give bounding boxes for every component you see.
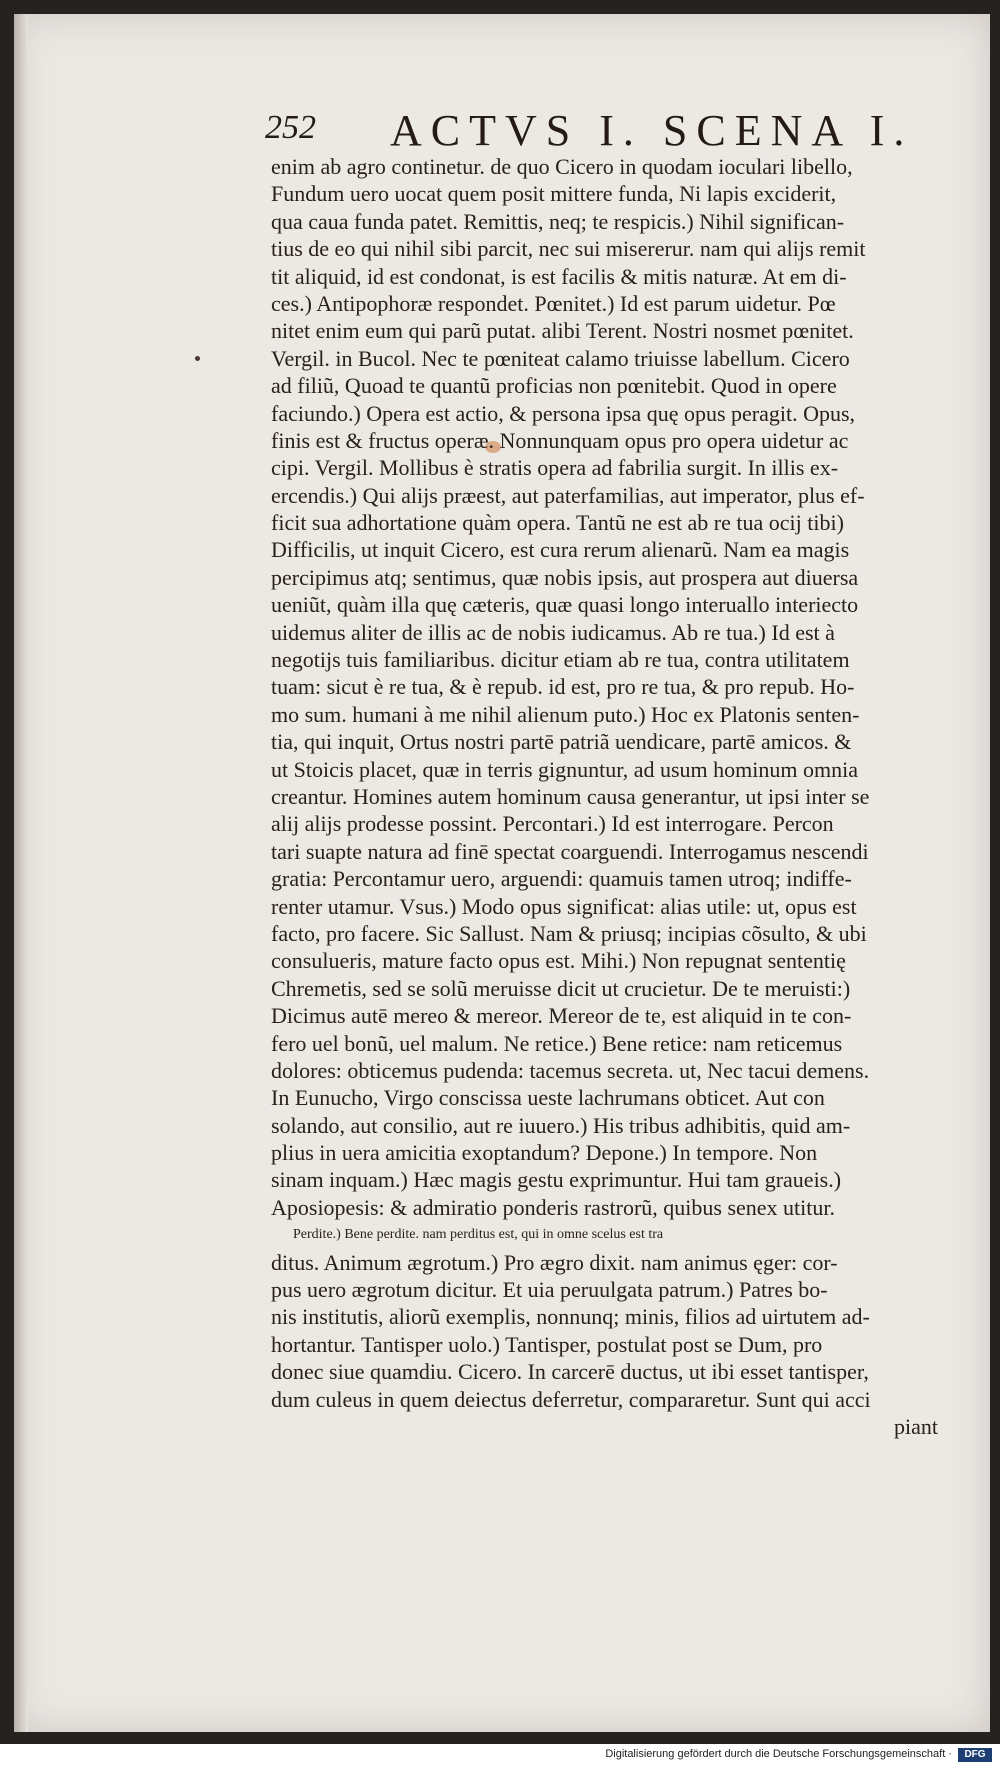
text-line: qua caua funda patet. Remittis, neq; te respicis.) Nihil significan- [271,208,845,234]
text-line: solando, aut consilio, aut re iuuero.) His tribus adhibitis, quid am- [271,1112,851,1138]
text-line: tari suapte natura ad finē spectat coarguendi. Interrogamus nescendi [271,838,869,864]
running-head [265,105,965,155]
text-line: ercendis.) Qui alijs præest, aut paterfamilias, aut imperator, plus ef- [271,482,865,508]
text-line: alij alijs prodesse possint. Percontari.) Id est interrogare. Percon [271,811,834,837]
page-number: 252 [265,109,316,146]
text-line: gratia: Percontamur uero, arguendi: quamuis tamen utroq; indiffe- [271,866,852,892]
text-line: mo sum. humani à me nihil alienum puto.) Hoc ex Platonis senten- [271,701,860,727]
text-line: faciundo.) Opera est actio, & persona ipsa quę opus peragit. Opus, [271,400,856,426]
text-line: piant [894,1413,938,1439]
text-line: fero uel bonũ, uel malum. Ne retice.) Bene retice: nam reticemus [271,1030,843,1056]
text-line: Fundum uero uocat quem posit mittere funda, Ni lapis exciderit, [271,181,837,207]
text-line: Dicimus autē mereo & mereor. Mereor de te, est aliquid in te con- [271,1003,852,1029]
text-line: Aposiopesis: & admiratio ponderis rastrorũ, quibus senex utitur. [271,1194,835,1220]
text-line: pus uero ægrotum dicitur. Et uia peruulgata patrum.) Patres bo- [271,1277,828,1303]
page-gutter [14,14,28,1732]
text-line: tit aliquid, id est condonat, is est facilis & mitis naturæ. At em di- [271,263,847,289]
text-line: plius in uera amicitia exoptandum? Depone.) In tempore. Non [271,1140,818,1166]
funding-credit: Digitalisierung gefördert durch die Deutsche Forschungsgemeinschaft · [605,1748,952,1760]
text-line: ad filiũ, Quoad te quantũ proficias non pœnitebit. Quod in opere [271,373,837,399]
text-line: tius de eo qui nihil sibi parcit, nec sui misererur. nam qui alijs remit [271,236,866,262]
text-line: finis est & fructus operæ. Nonnunquam opus pro opera uidetur ac [271,427,849,453]
text-line: creantur. Homines autem hominum causa generantur, ut ipsi inter se [271,783,870,809]
text-line: Chremetis, sed se solũ meruisse dicit ut crucietur. De te meruisti:) [271,975,851,1001]
text-line: ficit sua adhortatione quàm opera. Tantũ ne est ab re tua ocij tibi) [271,510,844,536]
text-line: negotijs tuis familiaribus. dicitur etiam ab re tua, contra utilitatem [271,647,850,673]
text-line: In Eunucho, Virgo conscissa ueste lachrumans obticet. Aut con [271,1085,825,1111]
text-line: Perdite.) Bene perdite. nam perditus est, qui in omne scelus est tra [293,1227,664,1243]
text-line: ditus. Animum ægrotum.) Pro ægro dixit. nam animus ęger: cor- [271,1249,838,1275]
text-line: hortantur. Tantisper uolo.) Tantisper, postulat post se Dum, pro [271,1331,823,1357]
text-line: sinam inquam.) Hæc magis gestu exprimuntur. Hui tam graueis.) [271,1167,842,1193]
text-line: consulueris, mature facto opus est. Mihi.) Non repugnat sententię [271,948,846,974]
running-title: ACTVS I. SCENA I. [390,106,914,155]
text-line: enim ab agro continetur. de quo Cicero in quodam ioculari libello, [271,154,853,179]
dfg-logo: DFG [958,1748,992,1762]
text-line: uidemus aliter de illis ac de nobis iudicamus. Ab re tua.) Id est à [271,619,835,645]
text-line: donec siue quamdiu. Cicero. In carcerē ductus, ut ibi esset tantisper, [271,1359,869,1385]
text-line: ces.) Antipophoræ respondet. Pœnitet.) Id est parum uidetur. Pœ [271,290,836,316]
text-line: cipi. Vergil. Mollibus è stratis opera ad fabrilia surgit. In illis ex- [271,455,839,481]
text-line: nitet enim eum qui parũ putat. alibi Terent. Nostri nosmet pœnitet. [271,318,854,344]
text-line: facto, pro facere. Sic Sallust. Nam & priusq; incipias cõsulto, & ubi [271,920,867,946]
digitization-footer [0,1744,1000,1767]
text-line: nis institutis, aliorũ exemplis, nonnunq; minis, filios ad uirtutem ad- [271,1304,870,1330]
text-line: dum culeus in quem deiectus deferretur, compararetur. Sunt qui acci [271,1386,871,1412]
text-line: tia, qui inquit, Ortus nostri partē patriã uendicare, partē amicos. & [271,729,852,755]
text-line: ueniũt, quàm illa quę cæteris, quæ quasi longo interuallo interiecto [271,592,859,618]
text-line: ut Stoicis placet, quæ in terris gignuntur, ad usum hominum omnia [271,756,858,782]
text-line: tuam: sicut è re tua, & è repub. id est, pro re tua, & pro repub. Ho- [271,674,855,700]
text-line: Difficilis, ut inquit Cicero, est cura rerum alienarũ. Nam ea magis [271,537,850,563]
text-line: renter utamur. Vsus.) Modo opus significat: alias utile: ut, opus est [271,893,857,919]
text-line: Vergil. in Bucol. Nec te pœniteat calamo triuisse labellum. Cicero [271,345,850,371]
text-line: percipimus atq; sentimus, quæ nobis ipsis, aut prospera aut diuersa [271,564,859,590]
commentary-text [271,153,966,1440]
ink-speck [195,356,200,361]
text-line: dolores: obticemus pudenda: tacemus secreta. ut, Nec tacui demens. [271,1057,870,1083]
